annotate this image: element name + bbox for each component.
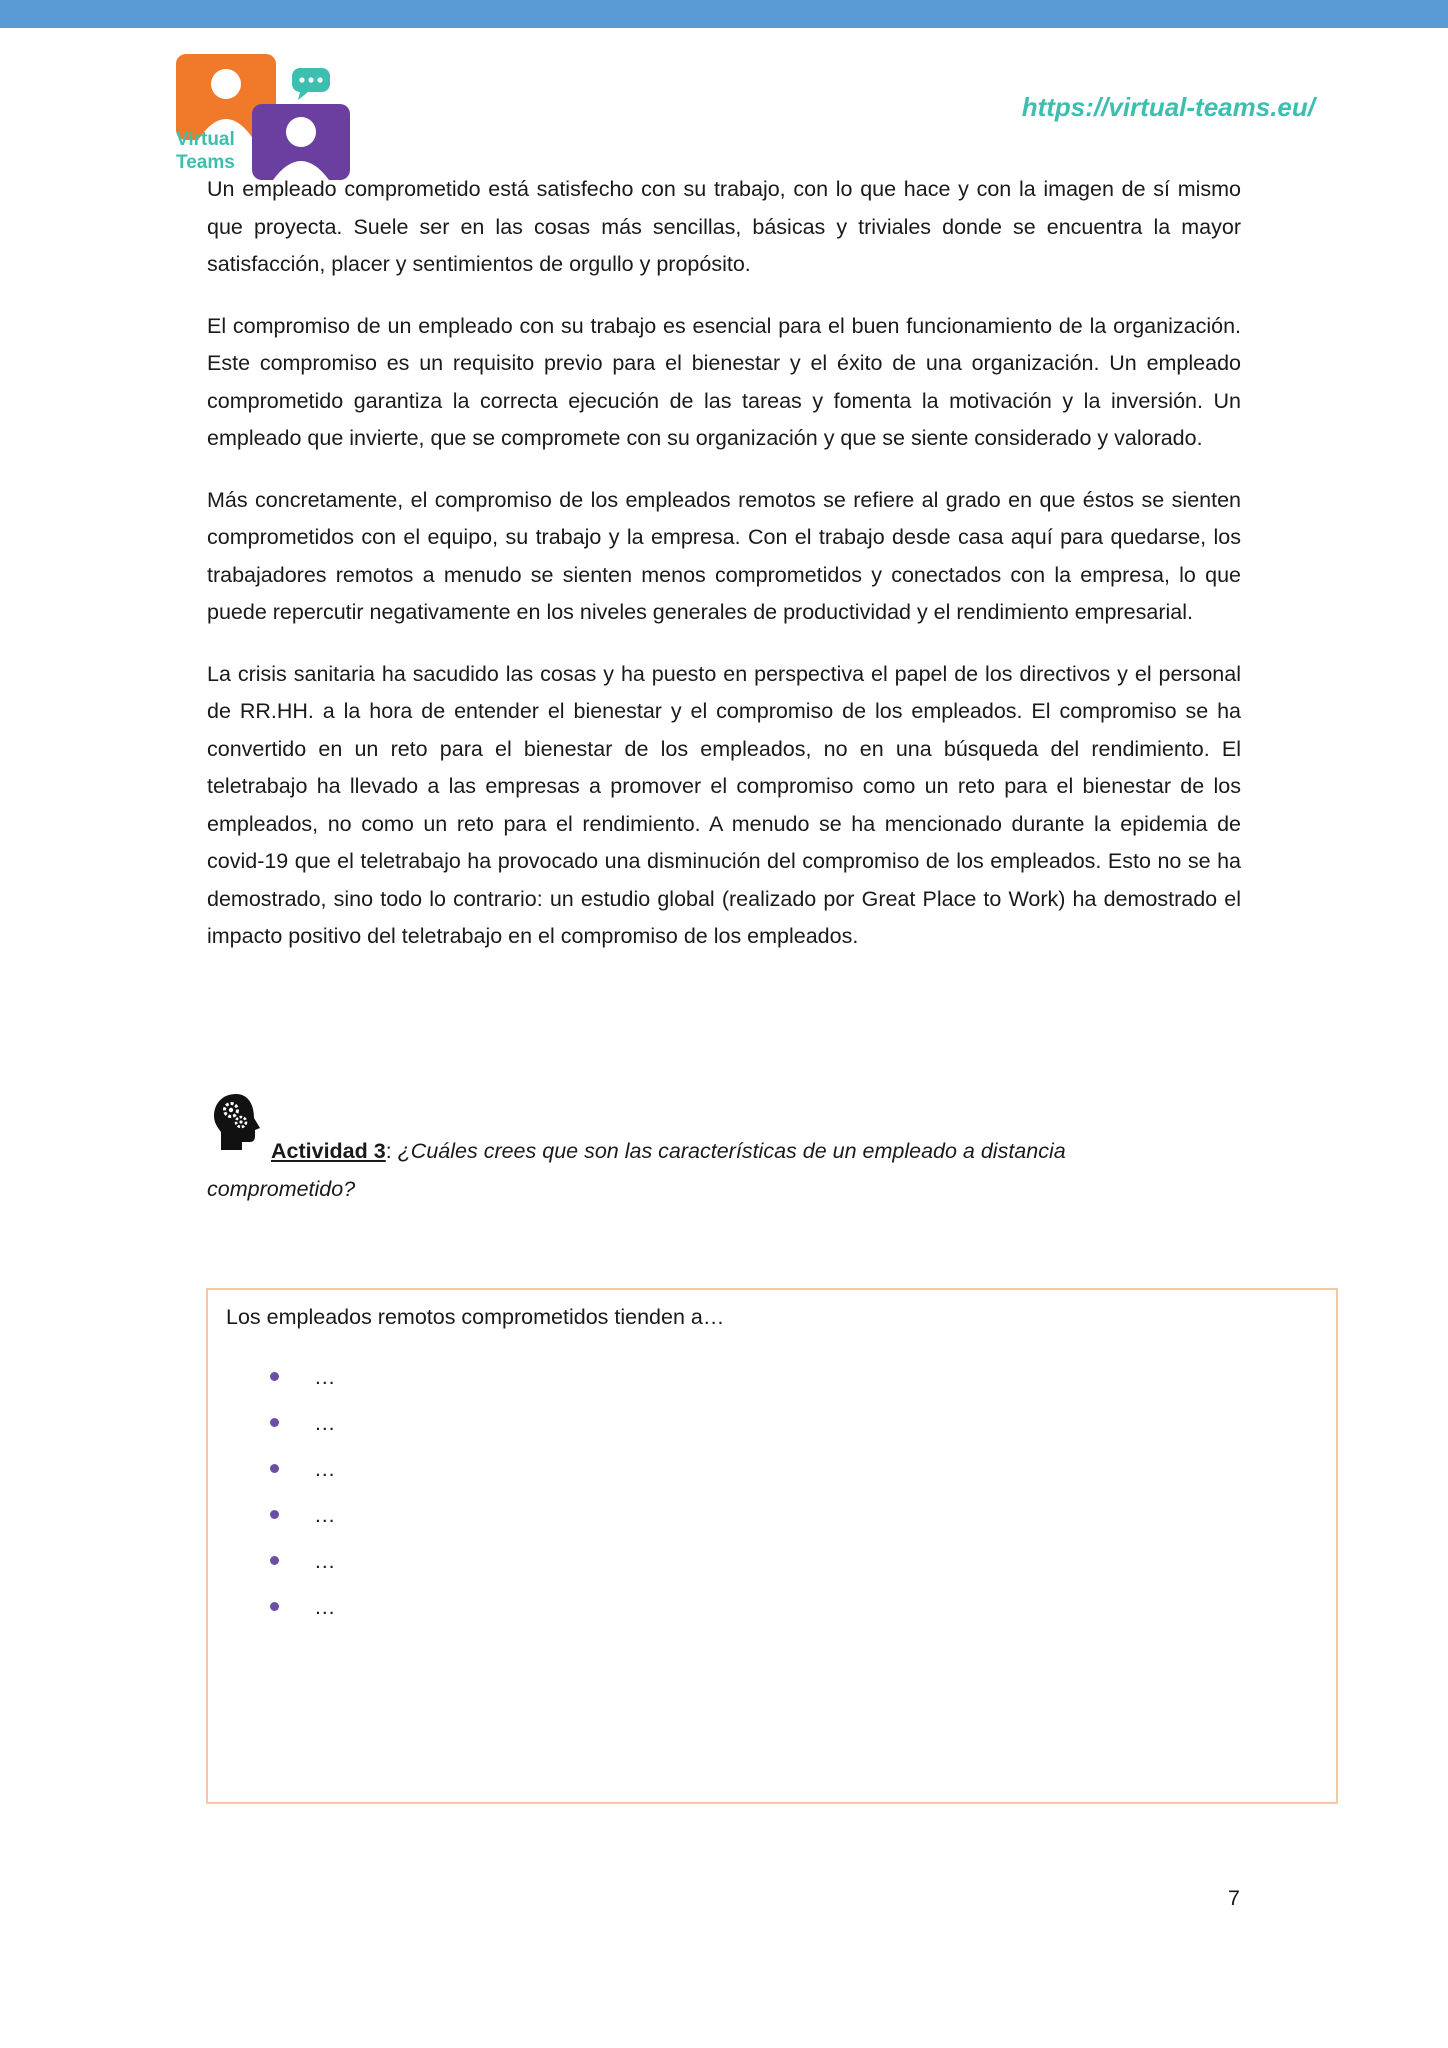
activity-block (207, 1092, 1241, 1208)
paragraph: El compromiso de un empleado con su trabajo es esencial para el buen funcionamiento de la organización. Este compromiso es un requisito previo para el bienestar y el éxito de una organización. Un empleado comprometido garantiza la correcta ejecución de las tareas y fomenta la motivación y la inversión. Un empleado que invierte, que se compromete con su organización y que se siente considerado y valorado. (207, 313, 1241, 450)
answer-intro: Los empleados remotos comprometidos tienden a… (226, 1305, 725, 1329)
bullet-dot-icon (270, 1418, 279, 1427)
logo-text-line2: Teams (176, 152, 235, 173)
list-item (270, 1546, 336, 1592)
body-text (207, 171, 1241, 980)
activity-label: Actividad 3 (271, 1139, 386, 1163)
list-item (270, 1500, 336, 1546)
list-item-text: … (314, 1365, 336, 1389)
website-link[interactable]: https://virtual-teams.eu/ (1021, 92, 1315, 122)
list-item (270, 1408, 336, 1454)
activity-question-continued: comprometido? (207, 1176, 356, 1201)
list-item (270, 1454, 336, 1500)
logo-text-line1: Virtual (176, 129, 235, 150)
activity-separator: : (385, 1139, 398, 1163)
top-color-bar (0, 0, 1448, 28)
answer-box[interactable] (206, 1288, 1338, 1804)
bullet-dot-icon (270, 1602, 279, 1611)
head-gears-icon (212, 1092, 264, 1152)
list-item-text: … (314, 1595, 336, 1619)
bullet-dot-icon (270, 1372, 279, 1381)
page-number: 7 (1228, 1886, 1240, 1910)
bullet-dot-icon (270, 1464, 279, 1473)
answer-bullet-list (270, 1362, 336, 1638)
paragraph: Un empleado comprometido está satisfecho con su trabajo, con lo que hace y con la imagen de sí mismo que proyecta. Suele ser en las cosas más sencillas, básicas y triviales donde se encuentra la mayor satisfacción, placer y sentimientos de orgullo y propósito. (207, 177, 1241, 276)
list-item-text: … (314, 1411, 336, 1435)
list-item-text: … (314, 1549, 336, 1573)
list-item-text: … (314, 1503, 336, 1527)
logo-text (176, 128, 235, 174)
list-item (270, 1592, 336, 1638)
paragraph: Más concretamente, el compromiso de los empleados remotos se refiere al grado en que éstos se sienten comprometidos con el equipo, su trabajo y la empresa. Con el trabajo desde casa aquí para quedarse, los trabajadores remotos a menudo se sienten menos comprometidos y conectados con la empresa, lo que puede repercutir negativamente en los niveles generales de productividad y el rendimiento empresarial. (207, 487, 1241, 624)
bullet-dot-icon (270, 1510, 279, 1519)
activity-question: ¿Cuáles crees que son las características de un empleado a distancia (397, 1139, 1066, 1163)
list-item-text: … (314, 1457, 336, 1481)
virtual-teams-logo (176, 52, 356, 182)
activity-prompt (207, 1092, 1241, 1171)
bullet-dot-icon (270, 1556, 279, 1565)
list-item (270, 1362, 336, 1408)
paragraph: La crisis sanitaria ha sacudido las cosas y ha puesto en perspectiva el papel de los directivos y el personal de RR.HH. a la hora de entender el bienestar y el compromiso de los empleados. El compromiso se ha convertido en un reto para el bienestar de los empleados, no en una búsqueda del rendimiento. El teletrabajo ha llevado a las empresas a promover el compromiso como un reto para el bienestar de los empleados, no como un reto para el rendimiento. A menudo se ha mencionado durante la epidemia de covid-19 que el teletrabajo ha provocado una disminución del compromiso de los empleados. Esto no se ha demostrado, sino todo lo contrario: un estudio global (realizado por Great Place to Work) ha demostrado el impacto positivo del teletrabajo en el compromiso de los empleados. (207, 661, 1241, 948)
